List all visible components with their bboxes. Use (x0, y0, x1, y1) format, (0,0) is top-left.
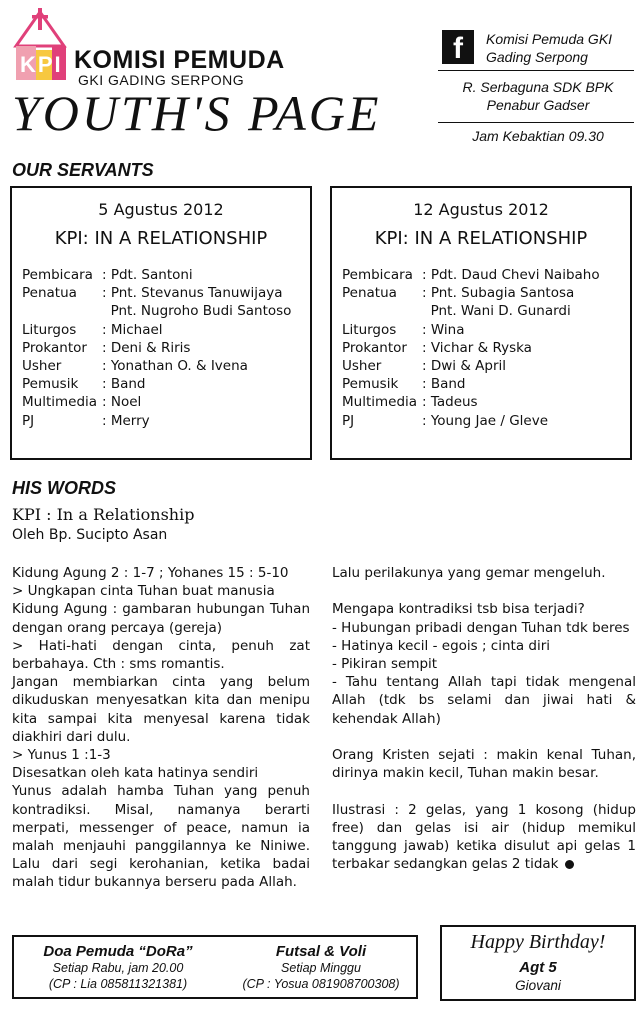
header-divider (438, 70, 634, 71)
role-value-line: : Pnt. Stevanus Tanuwijaya (102, 285, 283, 302)
sermon-paragraph: Disesatkan oleh kata hatinya sendiri (12, 765, 259, 782)
role-value-line: Pnt. Wani D. Gunardi (422, 303, 571, 320)
role-row (22, 357, 291, 375)
role-value-line: : Wina (422, 321, 465, 338)
role-row (22, 412, 291, 430)
event-dora (20, 943, 216, 992)
role-name: Pembicara (22, 267, 93, 283)
role-row (342, 339, 600, 357)
role-name: Penatua (22, 285, 77, 302)
role-value (422, 412, 548, 430)
role-value-line: : Pdt. Daud Chevi Naibaho (422, 267, 600, 283)
role-value-line: : Noel (102, 394, 142, 411)
service-roles (342, 266, 600, 430)
role-name: Pemusik (22, 376, 79, 393)
role-value (102, 357, 248, 375)
sermon-column-right (332, 564, 636, 873)
event-schedule: Setiap Minggu (281, 961, 361, 975)
paragraph-gap (332, 582, 636, 600)
role-value (422, 321, 464, 339)
facebook-page-name[interactable] (486, 30, 636, 66)
paragraph-gap (332, 782, 636, 800)
event-contact: (CP : Yosua 081908700308) (242, 977, 400, 991)
venue-line1: R. Serbaguna SDK BPK (462, 79, 614, 95)
page-title: YOUTH'S PAGE (12, 85, 382, 141)
brand-subtitle: GKI GADING SERPONG (78, 72, 245, 88)
role-name: Prokantor (342, 339, 407, 356)
role-name: Pembicara (342, 267, 413, 283)
role-row (342, 393, 600, 411)
sermon-author: Oleh Bp. Sucipto Asan (12, 527, 168, 543)
role-name: Liturgos (22, 321, 77, 338)
role-name: Usher (22, 358, 62, 375)
birthday-title: Happy Birthday! (470, 931, 606, 953)
role-value-line: : Band (102, 376, 146, 393)
role-value-line: : Dwi & April (422, 358, 506, 375)
role-value-line: : Deni & Riris (102, 339, 191, 356)
facebook-name-line1: Komisi Pemuda GKI (486, 31, 613, 47)
role-value-line: : Michael (102, 321, 163, 338)
role-value (422, 375, 466, 393)
role-row (22, 321, 291, 339)
role-row (22, 393, 291, 411)
sermon-paragraph: > Ungkapan cinta Tuhan buat manusia (12, 583, 275, 600)
venue-line2: Penabur Gadser (486, 97, 590, 113)
sermon-title: KPI : In a Relationship (12, 505, 195, 524)
words-heading: HIS WORDS (12, 478, 117, 498)
role-value-line: : Vichar & Ryska (422, 339, 532, 356)
role-row (342, 412, 600, 430)
role-row (342, 266, 600, 284)
service-theme: KPI: IN A RELATIONSHIP (374, 228, 588, 249)
service-theme: KPI: IN A RELATIONSHIP (54, 228, 268, 249)
role-value-line: : Young Jae / Gleve (422, 412, 549, 429)
role-value-line: : Pnt. Subagia Santosa (422, 285, 575, 302)
role-name: Multimedia (22, 394, 98, 411)
role-value-line: : Merry (102, 412, 150, 429)
service-roles (22, 266, 291, 430)
event-schedule: Setiap Rabu, jam 20.00 (52, 961, 184, 975)
service-date: 12 Agustus 2012 (413, 200, 549, 219)
end-mark-icon (565, 860, 574, 869)
sermon-paragraph: Jangan membiarkan cinta yang belum dikuduskan menyesatkan kita dan menipu kita sampai kita menyesal karena tidak diakhiri dari dulu. (12, 674, 310, 745)
role-name: Penatua (342, 285, 397, 302)
event-title: Futsal & Voli (275, 943, 367, 960)
sermon-paragraph: Ilustrasi : 2 gelas, yang 1 kosong (hidup free) dan gelas isi air (hidup memikul tanggung jawab) ketika disulut api gelas 1 terbakar sedangkan gelas 2 tidak (332, 801, 636, 873)
service-box (10, 186, 312, 460)
facebook-name-line2: Gading Serpong (486, 49, 588, 65)
venue (440, 78, 636, 114)
role-row (22, 375, 291, 393)
role-value (422, 393, 478, 411)
role-value-line: : Tadeus (422, 394, 478, 411)
logo-text: KPI (20, 52, 63, 77)
role-row (342, 357, 600, 375)
birthday-name: Giovani (515, 978, 561, 993)
role-value-line: : Yonathan O. & Ivena (102, 358, 248, 375)
role-row (342, 321, 600, 339)
service-time: Jam Kebaktian 09.30 (472, 128, 604, 144)
service-box (330, 186, 632, 460)
role-value-line: : Band (422, 376, 466, 393)
role-row (342, 375, 600, 393)
sermon-paragraph: Yunus adalah hamba Tuhan yang penuh kontradiksi. Misal, namanya berarti merpati, messenger of peace, namun ia malah menjauhi panggilannya ke Niniwe. Lalu dari segi kerohanian, ketika badai malah tidur bukannya berseru pada Allah. (12, 783, 310, 891)
role-value (102, 284, 291, 320)
role-value (102, 375, 146, 393)
role-name: Liturgos (342, 321, 397, 338)
role-row (342, 284, 600, 320)
event-contact: (CP : Lia 085811321381) (48, 977, 188, 991)
role-row (22, 266, 291, 284)
role-name: PJ (22, 412, 35, 429)
role-value-line: : Pdt. Santoni (102, 267, 193, 283)
sermon-paragraph: - Pikiran sempit (332, 656, 438, 672)
sermon-paragraph: - Hubungan pribadi dengan Tuhan tdk beres (332, 619, 630, 636)
role-row (22, 284, 291, 320)
sermon-paragraph: - Hatinya kecil - egois ; cinta diri (332, 637, 551, 654)
role-name: Multimedia (342, 394, 418, 411)
role-value (422, 339, 532, 357)
role-name: Usher (342, 358, 382, 375)
facebook-icon[interactable]: f (442, 30, 474, 64)
role-value (102, 393, 141, 411)
sermon-paragraph: Lalu perilakunya yang gemar mengeluh. (332, 565, 606, 581)
role-name: PJ (342, 412, 355, 429)
event-futsal (228, 943, 414, 992)
birthday-date: Agt 5 (519, 959, 557, 976)
role-name: Pemusik (342, 376, 399, 393)
role-value (422, 284, 574, 320)
header-divider (438, 122, 634, 123)
sermon-paragraph: Kidung Agung : gambaran hubungan Tuhan dengan orang percaya (gereja) (12, 601, 310, 636)
role-value-line: Pnt. Nugroho Budi Santoso (102, 303, 292, 320)
sermon-paragraph: Mengapa kontradiksi tsb bisa terjadi? (332, 601, 585, 618)
sermon-column-left (12, 564, 310, 892)
role-value (422, 266, 600, 284)
sermon-paragraph: Kidung Agung 2 : 1-7 ; Yohanes 15 : 5-10 (12, 565, 289, 581)
sermon-paragraph: - Tahu tentang Allah tapi tidak mengenal Allah (tdk bs selami dan jiwai hati & kehendak Allah) (332, 674, 636, 727)
role-value (102, 339, 190, 357)
paragraph-gap (332, 728, 636, 746)
role-value (102, 412, 150, 430)
role-name: Prokantor (22, 339, 87, 356)
kpi-logo (10, 6, 74, 88)
brand-title: KOMISI PEMUDA (74, 46, 285, 74)
role-row (22, 339, 291, 357)
events-box (12, 935, 418, 999)
sermon-paragraph: > Yunus 1 :1-3 (12, 747, 111, 764)
event-title: Doa Pemuda “DoRa” (43, 943, 193, 960)
role-value (422, 357, 506, 375)
sermon-paragraph: > Hati-hati dengan cinta, penuh zat berbahaya. Cth : sms romantis. (12, 637, 310, 673)
servants-heading: OUR SERVANTS (12, 160, 154, 180)
birthday-box (440, 925, 636, 1001)
role-value (102, 321, 163, 339)
sermon-paragraph: Orang Kristen sejati : makin kenal Tuhan, dirinya makin kecil, Tuhan makin besar. (332, 747, 636, 782)
role-value (102, 266, 193, 284)
service-date: 5 Agustus 2012 (98, 200, 224, 219)
